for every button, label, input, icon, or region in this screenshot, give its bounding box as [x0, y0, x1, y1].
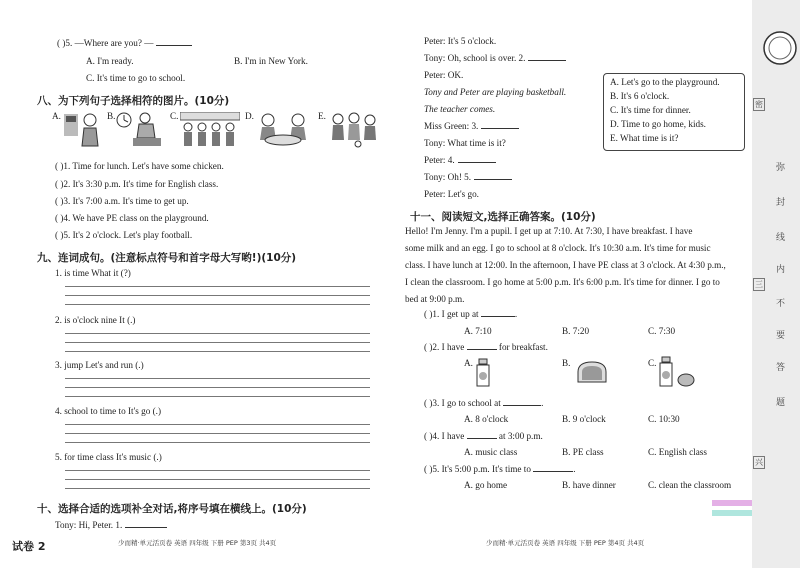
s11-q4: ( )4. I have at 3:00 p.m.: [424, 431, 543, 441]
answer-blank[interactable]: [125, 527, 167, 528]
s11-q1-a: A. 7:10: [464, 326, 492, 336]
answer-blank[interactable]: [458, 162, 496, 163]
milk-bottle-icon: [474, 358, 492, 388]
s11-q2-a: A.: [464, 358, 473, 368]
passage-line-4: I clean the classroom. I go home at 5:00 p.m. It's 6:00 p.m. It's time for dinner. I go to: [405, 277, 720, 287]
dialogue-line: Tony and Peter are playing basketball.: [424, 87, 567, 97]
dialogue-line: Peter: 4.: [424, 155, 496, 165]
s11-q1-b: B. 7:20: [562, 326, 590, 336]
passage-line-2: some milk and an egg. I go to school at 8 o'clock. It's 10:30 a.m. It's time for music: [405, 243, 711, 253]
s11-q3-b: B. 9 o'clock: [562, 414, 606, 424]
seal-logo-icon: [762, 30, 798, 66]
s8-item-2: ( )2. It's 3:30 p.m. It's time for English class.: [55, 179, 219, 189]
dialogue-line: Tony: What time is it?: [424, 138, 506, 148]
s8-item-5: ( )5. It's 2 o'clock. Let's play football.: [55, 230, 193, 240]
answer-blank[interactable]: [481, 316, 515, 317]
s11-q1-c: C. 7:30: [648, 326, 676, 336]
s10-line-1: Tony: Hi, Peter. 1.: [55, 520, 167, 530]
picture-b: [115, 110, 165, 148]
q5-option-a: A. I'm ready.: [86, 56, 134, 66]
section-8-title: 八、为下列句子选择相符的图片。(10分): [37, 95, 230, 107]
s9-item-2: 2. is o'clock nine It (.): [55, 315, 136, 325]
seal-char: 弥: [776, 163, 786, 173]
s11-q4-c: C. English class: [648, 447, 707, 457]
pic-label-b: B.: [107, 111, 116, 121]
bread-icon: [576, 360, 610, 384]
stamp-decoration: [712, 500, 752, 506]
s9-item-1: 1. is time What it (?): [55, 268, 131, 278]
box-option-d: D. Time to go home, kids.: [610, 119, 706, 129]
s9-item-3: 3. jump Let's and run (.): [55, 360, 144, 370]
picture-d: [256, 110, 311, 148]
s8-item-1: ( )1. Time for lunch. Let's have some chicken.: [55, 161, 224, 171]
section-10-title: 十、选择合适的选项补全对话,将序号填在横线上。(10分): [37, 503, 307, 515]
s11-q5-b: B. have dinner: [562, 480, 616, 490]
s11-q1: ( )1. I get up at .: [424, 309, 518, 319]
s11-q2-c: C.: [648, 358, 657, 368]
dialogue-line: The teacher comes.: [424, 104, 496, 114]
s9-item-4: 4. school to time to It's go (.): [55, 406, 162, 416]
seal-char: 不: [776, 299, 786, 309]
footer-left: 少而精·单元活页卷 英语 四年级 下册 PEP 第3页 共4页: [118, 539, 277, 547]
dialogue-line: Peter: It's 5 o'clock.: [424, 36, 497, 46]
dialogue-line: Tony: Oh, school is over. 2.: [424, 53, 566, 63]
seal-char: 答: [776, 363, 786, 373]
section-9-title: 九、连词成句。(注意标点符号和首字母大写哟!)(10分): [37, 252, 297, 264]
s11-q4-b: B. PE class: [562, 447, 604, 457]
answer-blank[interactable]: [481, 128, 519, 129]
answer-blank[interactable]: [474, 179, 512, 180]
dialogue-line: Miss Green: 3.: [424, 121, 519, 131]
answer-blank[interactable]: [467, 438, 497, 439]
q5-stem: ( )5. —Where are you? —: [57, 38, 192, 48]
seal-char: 线: [776, 233, 786, 243]
seal-char: 封: [776, 198, 786, 208]
dialogue-line: Peter: Let's go.: [424, 189, 479, 199]
box-option-c: C. It's time for dinner.: [610, 105, 691, 115]
answer-blank[interactable]: [528, 60, 566, 61]
side-mark-1: 密: [755, 100, 763, 109]
page-tag: 试卷 2: [12, 540, 46, 553]
s11-q5-a: A. go home: [464, 480, 508, 490]
s11-q3-a: A. 8 o'clock: [464, 414, 509, 424]
s9-item-5: 5. for time class It's music (.): [55, 452, 162, 462]
seal-char: 内: [776, 265, 786, 275]
box-option-a: A. Let's go to the playground.: [610, 77, 720, 87]
box-option-b: B. It's 6 o'clock.: [610, 91, 670, 101]
stamp-decoration: [712, 510, 752, 516]
dialogue-line: Peter: OK.: [424, 70, 464, 80]
pic-label-e: E.: [318, 111, 326, 121]
answer-blank[interactable]: [156, 45, 192, 46]
box-option-e: E. What time is it?: [610, 133, 679, 143]
pic-label-a: A.: [52, 111, 61, 121]
answer-blank[interactable]: [467, 349, 497, 350]
s11-q3-c: C. 10:30: [648, 414, 680, 424]
q5-option-b: B. I'm in New York.: [234, 56, 308, 66]
s11-q2-b: B.: [562, 358, 571, 368]
s11-q3: ( )3. I go to school at .: [424, 398, 544, 408]
passage-line-5: bed at 9:00 p.m.: [405, 294, 465, 304]
picture-e: [328, 110, 380, 148]
pic-label-c: C.: [170, 111, 179, 121]
s11-q4-a: A. music class: [464, 447, 518, 457]
s8-item-4: ( )4. We have PE class on the playground.: [55, 213, 209, 223]
seal-char: 题: [776, 398, 786, 408]
answer-blank[interactable]: [533, 471, 573, 472]
side-mark-3: 兴: [755, 458, 763, 467]
seal-char: 要: [776, 331, 786, 341]
s11-q5-c: C. clean the classroom: [648, 480, 732, 490]
answer-blank[interactable]: [503, 405, 541, 406]
q5-option-c: C. It's time to go to school.: [86, 73, 186, 83]
passage-line-1: Hello! I'm Jenny. I'm a pupil. I get up at 7:10. At 7:30, I have breakfast. I have: [405, 226, 693, 236]
side-mark-2: 三: [755, 280, 763, 289]
picture-a: [62, 110, 102, 148]
dialogue-line: Tony: Oh! 5.: [424, 172, 512, 182]
s8-item-3: ( )3. It's 7:00 a.m. It's time to get up.: [55, 196, 189, 206]
picture-c: [180, 112, 240, 150]
pic-label-d: D.: [245, 111, 254, 121]
section-11-title: 十一、阅读短文,选择正确答案。(10分): [410, 211, 596, 223]
milk-and-egg-icon: [656, 356, 696, 390]
passage-line-3: class. I have lunch at 12:00. In the afternoon, I have PE class at 3 o'clock. At 4:30 p.m.,: [405, 260, 726, 270]
s11-q5: ( )5. It's 5:00 p.m. It's time to .: [424, 464, 576, 474]
footer-right: 少而精·单元活页卷 英语 四年级 下册 PEP 第4页 共4页: [486, 539, 645, 547]
s11-q2: ( )2. I have for breakfast.: [424, 342, 548, 352]
